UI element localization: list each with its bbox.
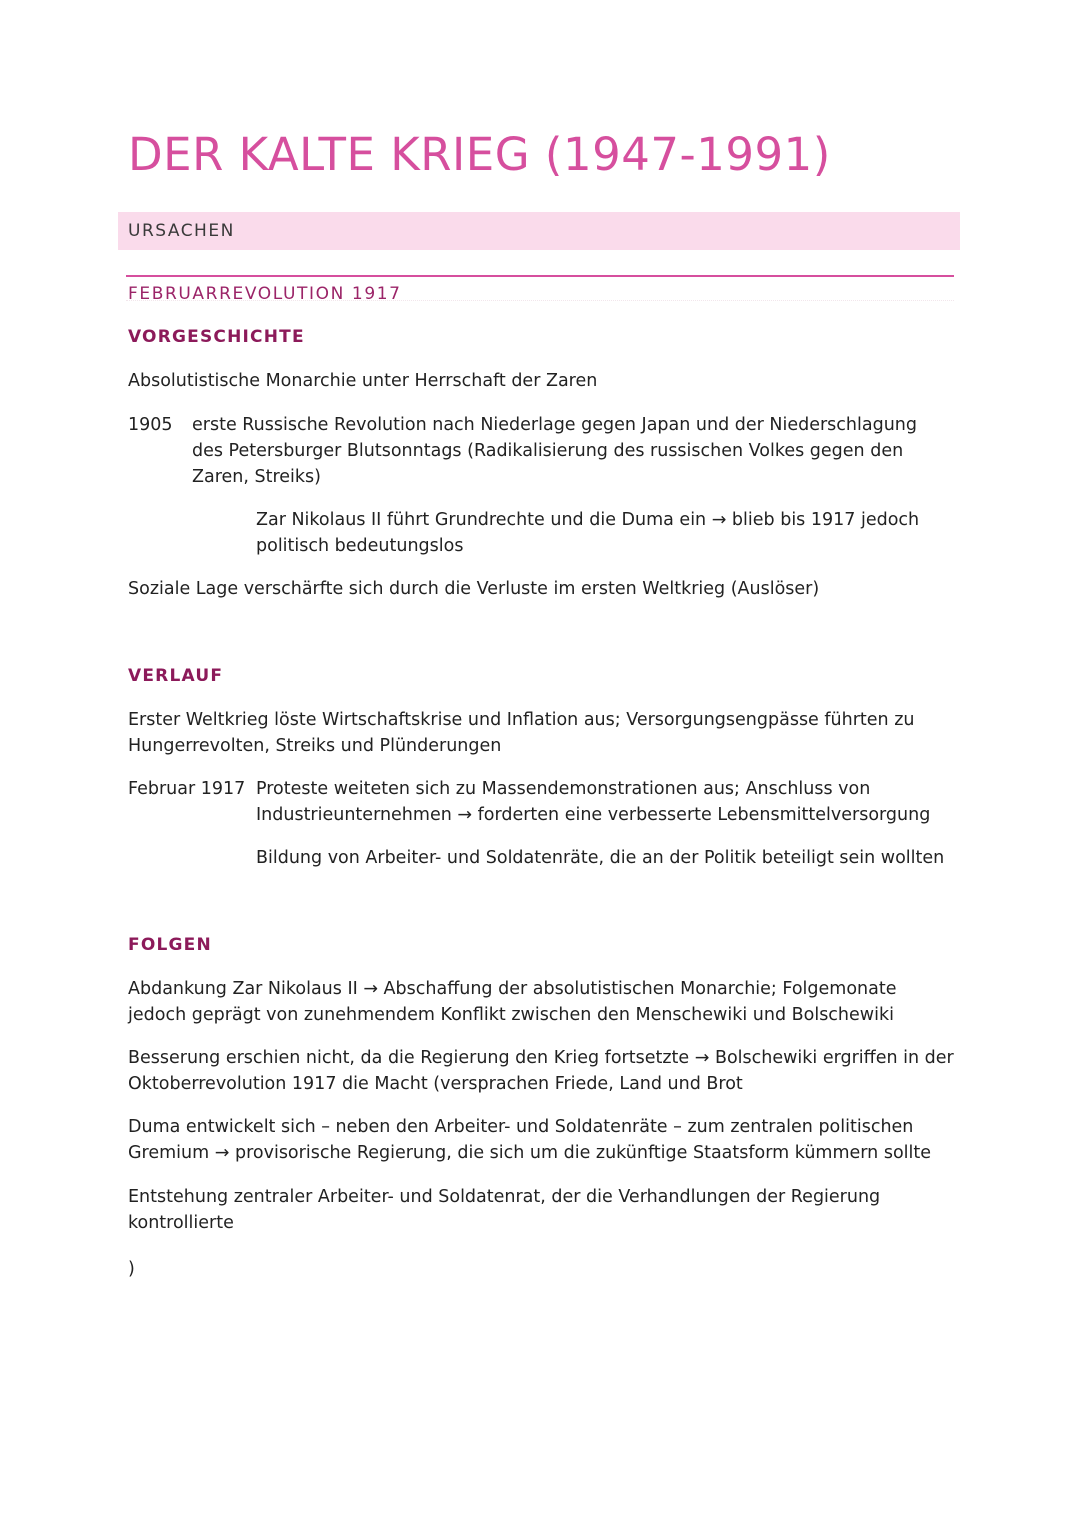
heading-vorgeschichte: VORGESCHICHTE: [128, 327, 305, 347]
folgen-paragraph: Besserung erschien nicht, da die Regierung den Krieg fortsetzte → Bolschewiki ergriffen in der Oktoberrevolution 1917 die Macht (versprachen Friede, Land und Brot: [128, 1048, 954, 1094]
entry-sub-1905: Zar Nikolaus II führt Grundrechte und die Duma ein → blieb bis 1917 jedoch politisch bedeutungslos: [256, 510, 920, 556]
entry-date-1905: 1905: [128, 415, 173, 435]
vorgeschichte-outro: Soziale Lage verschärfte sich durch die Verluste im ersten Weltkrieg (Auslöser): [128, 579, 820, 599]
entry-text-1905: erste Russische Revolution nach Niederlage gegen Japan und der Niederschlagung des Petersburger Blutsonntags (Radikalisierung des russischen Volkes gegen den Zaren, Streiks): [192, 415, 918, 487]
faint-divider: [126, 300, 954, 301]
heading-folgen: FOLGEN: [128, 935, 212, 955]
entry-date-februar-1917: Februar 1917: [128, 779, 246, 799]
stray-parenthesis: ): [128, 1259, 135, 1279]
verlauf-intro: Erster Weltkrieg löste Wirtschaftskrise und Inflation aus; Versorgungsengpässe führten zu Hungerrevolten, Streiks und Plünderungen: [128, 710, 915, 756]
folgen-paragraph: Abdankung Zar Nikolaus II → Abschaffung der absolutistischen Monarchie; Folgemonate jedoch geprägt von zunehmendem Konflikt zwischen den Menschewiki und Bolschewiki: [128, 979, 897, 1025]
folgen-paragraph: Duma entwickelt sich – neben den Arbeiter- und Soldatenräte – zum zentralen politischen Gremium → provisorische Regierung, die sich um die zukünftige Staatsform kümmern sollte: [128, 1117, 932, 1163]
entry-sub-februar-1917: Bildung von Arbeiter- und Soldatenräte, die an der Politik beteiligt sein wollten: [256, 848, 945, 868]
banner-label: URSACHEN: [128, 221, 235, 241]
page-title: DER KALTE KRIEG (1947-1991): [128, 128, 831, 181]
section-banner: [118, 212, 960, 250]
section-subtitle: FEBRUARREVOLUTION 1917: [128, 284, 402, 304]
entry-text-februar-1917: Proteste weiteten sich zu Massendemonstrationen aus; Anschluss von Industrieunternehmen → forderten eine verbesserte Lebensmittelversorgung: [256, 779, 931, 825]
heading-verlauf: VERLAUF: [128, 666, 224, 686]
vorgeschichte-intro: Absolutistische Monarchie unter Herrschaft der Zaren: [128, 371, 598, 391]
section-divider: [126, 275, 954, 277]
folgen-paragraph: Entstehung zentraler Arbeiter- und Soldatenrat, der die Verhandlungen der Regierung kontrollierte: [128, 1187, 881, 1233]
